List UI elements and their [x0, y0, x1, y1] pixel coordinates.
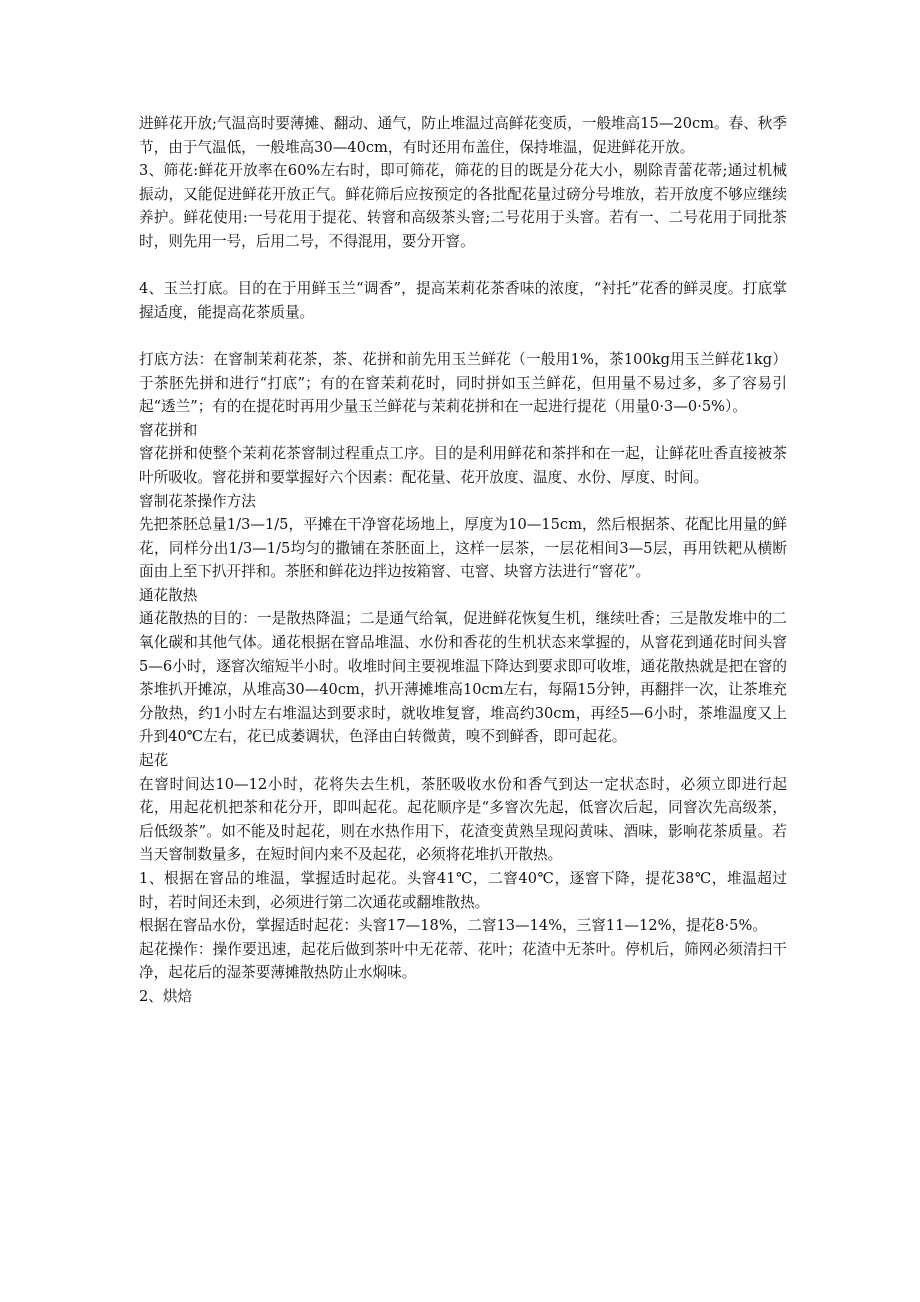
- paragraph-magnolia-base: 4、玉兰打底。目的在于用鲜玉兰“调香”，提高茉莉花茶香味的浓度，“衬托”花香的鲜灵度。打底掌握适度，能提高花茶质量。: [139, 280, 787, 321]
- paragraph-fresh-flower-opening: 进鲜花开放;气温高时要薄摊、翻动、通气，防止堆温过高鲜花变质，一般堆高15—20cm。春、秋季节，由于气温低，一般堆高30—40cm，有时还用布盖住，保持堆温，促进鲜花开放。: [139, 115, 787, 156]
- paragraph-pile-temperature: 1、根据在窨品的堆温，掌握适时起花。头窨41℃，二窨40℃，逐窨下降，提花38℃，堆温超过时，若时间还未到，必须进行第二次通花或翻堆散热。: [139, 870, 787, 911]
- paragraph-ventilation-cooling: 通花散热的目的：一是散热降温；二是通气给氧，促进鲜花恢复生机，继续吐香；三是散发堆中的二氧化碳和其他气体。通花根据在窨品堆温、水份和香花的生机状态来掌握的，从窨花到通花时间头窨5—6小时，逐窨次缩短半小时。收堆时间主要视堆温下降达到要求即可收堆，通花散热就是把在窨的茶堆扒开摊凉，从堆高30—40cm，扒开薄摊堆高10cm左右，每隔15分钟，再翻拌一次，让茶堆充分散热，约1小时左右堆温达到要求时，就收堆复窨，堆高约30cm，再经5—6小时，茶堆温度又上升到40℃左右，花已成萎调状，色泽由白转微黄，嗅不到鲜香，即可起花。: [139, 610, 787, 746]
- blank-line: [139, 324, 787, 348]
- heading-scenting-method: 窨制花茶操作方法: [139, 492, 256, 510]
- blank-line: [139, 254, 787, 278]
- heading-flower-removal: 起花: [139, 752, 169, 770]
- paragraph-removal-operation: 起花操作：操作要迅速，起花后做到茶叶中无花蒂、花叶；花渣中无茶叶。停机后，筛网必须清扫干净，起花后的湿茶要薄摊散热防止水焖味。: [139, 940, 787, 982]
- heading-baking: 2、烘焙: [139, 987, 193, 1005]
- document-body: [139, 112, 787, 1009]
- paragraph-scenting-method: 先把茶胚总量1/3—1/5，平摊在干净窨花场地上，厚度为10—15cm，然后根据茶、花配比用量的鲜花，同样分出1/3—1/5均匀的撒铺在茶胚面上，这样一层茶，一层花相间3—5层，再用铁耙从横断面由上至下扒开拌和。茶胚和鲜花边拌边按箱窨、屯窨、块窨方法进行“窨花”。: [139, 516, 787, 581]
- heading-ventilation-cooling: 通花散热: [139, 586, 198, 604]
- paragraph-base-method: 打底方法：在窨制茉莉花茶，茶、花拼和前先用玉兰鲜花（一般用1%，茶100kg用玉兰鲜花1kg）于茶胚先拼和进行“打底”；有的在窨茉莉花时，同时拼如玉兰鲜花，但用量不易过多，多了容易引起“透兰”；有的在提花时再用少量玉兰鲜花与茉莉花拼和在一起进行提花（用量0·3—0·5%）。: [139, 350, 787, 416]
- paragraph-flower-removal: 在窨时间达10—12小时，花将失去生机，茶胚吸收水份和香气到达一定状态时，必须立即进行起花，用起花机把茶和花分开，即叫起花。起花顺序是“多窨次先起，低窨次后起，同窨次先高级茶，后低级茶”。如不能及时起花，则在水热作用下，花渣变黄熟呈现闷黄味、酒味，影响花茶质量。若当天窨制数量多，在短时间内来不及起花，必须将花堆扒开散热。: [139, 775, 787, 864]
- heading-scenting-mixing: 窨花拼和: [139, 421, 198, 439]
- paragraph-sieving-flowers: 3、筛花:鲜花开放率在60%左右时，即可筛花，筛花的目的既是分花大小，剔除青蕾花蒂;通过机械振动，又能促进鲜花开放正气。鲜花筛后应按预定的各批配花量过磅分号堆放，若开放度不够应继续养护。鲜花使用:一号花用于提花、转窨和高级茶头窨;二号花用于头窨。若有一、二号花用于同批茶时，则先用一号，后用二号，不得混用，要分开窨。: [139, 162, 787, 250]
- paragraph-scenting-mixing: 窨花拼和使整个茉莉花茶窨制过程重点工序。目的是利用鲜花和茶拌和在一起，让鲜花吐香直接被茶叶所吸收。窨花拼和要掌握好六个因素：配花量、花开放度、温度、水份、厚度、时间。: [139, 445, 787, 486]
- paragraph-moisture-timing: 根据在窨品水份，掌握适时起花：头窨17—18%，二窨13—14%，三窨11—12%，提花8·5%。: [139, 917, 767, 935]
